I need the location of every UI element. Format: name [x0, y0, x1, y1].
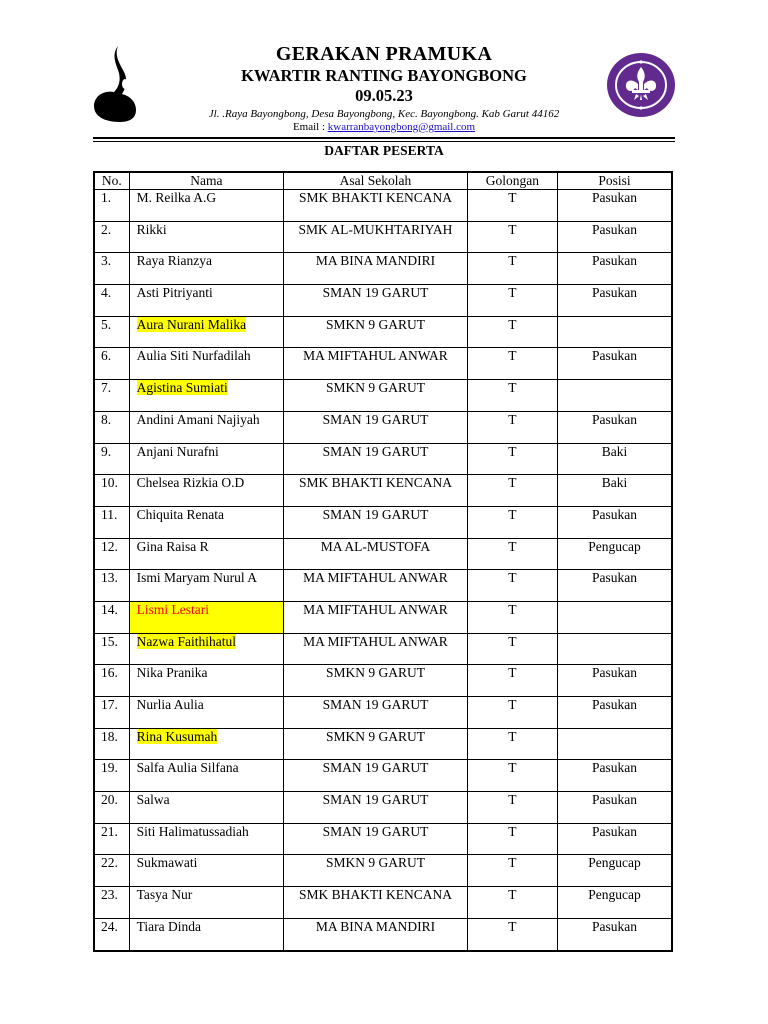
cell-posisi: Pasukan [558, 190, 672, 222]
cell-posisi: Pasukan [558, 221, 672, 253]
table-row [94, 253, 672, 285]
unit-code: 09.05.23 [355, 86, 413, 105]
participant-name: M. Reilka A.G [136, 190, 217, 205]
cell-golongan: T [467, 887, 557, 919]
cell-sekolah: SMAN 19 GARUT [284, 506, 468, 538]
table-row [94, 760, 672, 792]
email-line [160, 121, 608, 134]
cell-nama [129, 887, 284, 919]
cell-posisi: Pasukan [558, 506, 672, 538]
col-header-nama: Nama [129, 172, 284, 190]
table-header-row [94, 172, 672, 190]
cell-posisi: Pengucap [558, 538, 672, 570]
cell-nama [129, 411, 284, 443]
cell-golongan: T [467, 633, 557, 665]
cell-posisi: Pasukan [558, 792, 672, 824]
participant-name: Andini Amani Najiyah [136, 411, 260, 427]
cell-golongan: T [467, 792, 557, 824]
cell-no: 3. [94, 253, 129, 285]
cell-posisi: Baki [558, 475, 672, 507]
participant-table [93, 171, 673, 952]
table-row [94, 411, 672, 443]
cell-golongan: T [467, 348, 557, 380]
cell-sekolah: SMKN 9 GARUT [284, 665, 468, 697]
cell-golongan: T [467, 506, 557, 538]
table-row [94, 570, 672, 602]
table-row [94, 443, 672, 475]
cell-sekolah: MA BINA MANDIRI [284, 918, 468, 950]
cell-nama [129, 570, 284, 602]
cell-sekolah: SMK BHAKTI KENCANA [284, 475, 468, 507]
cell-no: 11. [94, 506, 129, 538]
cell-no: 24. [94, 918, 129, 950]
cell-nama [129, 918, 284, 950]
cell-nama [129, 697, 284, 729]
cell-posisi: Pasukan [558, 760, 672, 792]
cell-sekolah: SMKN 9 GARUT [284, 316, 468, 348]
col-header-posisi: Posisi [558, 172, 672, 190]
participant-name: Asti Pitriyanti [136, 285, 213, 301]
cell-posisi: Pasukan [558, 918, 672, 950]
participant-name: Aulia Siti Nurfadilah [136, 348, 251, 364]
cell-posisi [558, 633, 672, 665]
cell-sekolah: SMKN 9 GARUT [284, 380, 468, 412]
cell-nama [129, 855, 284, 887]
cell-no: 9. [94, 443, 129, 475]
cell-posisi [558, 601, 672, 633]
table-row [94, 475, 672, 507]
cell-no: 10. [94, 475, 129, 507]
cell-golongan: T [467, 380, 557, 412]
cell-posisi: Pasukan [558, 570, 672, 602]
cell-nama [129, 665, 284, 697]
participant-name: Sukmawati [136, 855, 198, 871]
table-row [94, 633, 672, 665]
cell-nama [129, 443, 284, 475]
participant-name: Agistina Sumiati [136, 380, 228, 396]
cell-nama [129, 538, 284, 570]
participant-name: Salfa Aulia Silfana [136, 760, 239, 776]
cell-nama [129, 506, 284, 538]
cell-golongan: T [467, 760, 557, 792]
cell-sekolah: SMK BHAKTI KENCANA [284, 190, 468, 222]
table-row [94, 728, 672, 760]
cell-nama [129, 475, 284, 507]
cell-posisi [558, 728, 672, 760]
cell-nama [129, 380, 284, 412]
cell-posisi: Pasukan [558, 348, 672, 380]
cell-nama [129, 792, 284, 824]
email-label: Email : [292, 121, 328, 133]
email-link[interactable]: kwarranbayongbong@gmail.com [327, 121, 476, 133]
table-row [94, 697, 672, 729]
cell-sekolah: SMAN 19 GARUT [284, 411, 468, 443]
participant-name: Tasya Nur [136, 887, 193, 903]
cell-sekolah: MA AL-MUSTOFA [284, 538, 468, 570]
cell-sekolah: MA MIFTAHUL ANWAR [284, 633, 468, 665]
cell-posisi: Pengucap [558, 855, 672, 887]
cell-posisi [558, 316, 672, 348]
cell-no: 20. [94, 792, 129, 824]
participant-name: Nika Pranika [136, 665, 208, 681]
cell-golongan: T [467, 728, 557, 760]
cell-no: 15. [94, 633, 129, 665]
cell-sekolah: SMAN 19 GARUT [284, 697, 468, 729]
org-name: GERAKAN PRAMUKA [275, 43, 493, 65]
table-row [94, 538, 672, 570]
col-header-sekolah: Asal Sekolah [284, 172, 468, 190]
cell-golongan: T [467, 665, 557, 697]
cell-no: 22. [94, 855, 129, 887]
participant-name: Lismi Lestari [136, 601, 209, 617]
participant-name: Nazwa Faithihatul [136, 633, 236, 649]
cell-golongan: T [467, 538, 557, 570]
cell-sekolah: SMK BHAKTI KENCANA [284, 887, 468, 919]
cell-golongan: T [467, 411, 557, 443]
header-rule-thick [93, 137, 675, 139]
table-row [94, 190, 672, 222]
cell-sekolah: SMKN 9 GARUT [284, 728, 468, 760]
cell-golongan: T [467, 221, 557, 253]
cell-nama [129, 316, 284, 348]
cell-golongan: T [467, 443, 557, 475]
cell-nama [129, 285, 284, 317]
cell-golongan: T [467, 918, 557, 950]
cell-sekolah: SMAN 19 GARUT [284, 285, 468, 317]
table-row [94, 285, 672, 317]
participant-name: Salwa [136, 792, 170, 808]
participant-name: Chelsea Rizkia O.D [136, 475, 245, 491]
unit-name: KWARTIR RANTING BAYONGBONG [241, 66, 527, 85]
table-row [94, 823, 672, 855]
cell-golongan: T [467, 570, 557, 602]
cell-no: 17. [94, 697, 129, 729]
participant-name: Chiquita Renata [136, 506, 224, 522]
cell-golongan: T [467, 190, 557, 222]
cell-nama [129, 760, 284, 792]
participant-name: Aura Nurani Malika [136, 316, 247, 332]
cell-golongan: T [467, 285, 557, 317]
cell-posisi: Pengucap [558, 887, 672, 919]
cell-no: 14. [94, 601, 129, 633]
cell-posisi: Pasukan [558, 665, 672, 697]
table-row [94, 855, 672, 887]
cell-no: 18. [94, 728, 129, 760]
cell-golongan: T [467, 697, 557, 729]
cell-nama [129, 221, 284, 253]
cell-no: 19. [94, 760, 129, 792]
cell-no: 1. [94, 190, 129, 222]
col-header-golongan: Golongan [467, 172, 557, 190]
table-row [94, 316, 672, 348]
tunas-kelapa-logo-icon [90, 44, 142, 124]
cell-posisi [558, 380, 672, 412]
cell-sekolah: SMAN 19 GARUT [284, 443, 468, 475]
participant-name: Ismi Maryam Nurul A [136, 570, 257, 586]
world-scout-emblem-icon [606, 52, 676, 118]
cell-no: 13. [94, 570, 129, 602]
cell-posisi: Pasukan [558, 697, 672, 729]
cell-no: 5. [94, 316, 129, 348]
cell-golongan: T [467, 601, 557, 633]
cell-nama [129, 601, 284, 633]
cell-golongan: T [467, 855, 557, 887]
cell-sekolah: SMAN 19 GARUT [284, 823, 468, 855]
cell-sekolah: MA MIFTAHUL ANWAR [284, 601, 468, 633]
cell-nama [129, 253, 284, 285]
cell-golongan: T [467, 316, 557, 348]
cell-posisi: Pasukan [558, 285, 672, 317]
table-row [94, 918, 672, 950]
cell-sekolah: SMAN 19 GARUT [284, 760, 468, 792]
cell-posisi: Pasukan [558, 823, 672, 855]
table-row [94, 348, 672, 380]
participant-name: Siti Halimatussadiah [136, 823, 249, 839]
table-row [94, 601, 672, 633]
cell-sekolah: SMKN 9 GARUT [284, 855, 468, 887]
cell-posisi: Pasukan [558, 411, 672, 443]
participant-name: Gina Raisa R [136, 538, 209, 554]
cell-no: 23. [94, 887, 129, 919]
table-row [94, 792, 672, 824]
cell-no: 7. [94, 380, 129, 412]
participant-name: Rikki [136, 221, 167, 237]
cell-golongan: T [467, 823, 557, 855]
table-row [94, 380, 672, 412]
participant-name: Nurlia Aulia [136, 697, 204, 712]
cell-sekolah: MA MIFTAHUL ANWAR [284, 348, 468, 380]
cell-golongan: T [467, 475, 557, 507]
table-row [94, 506, 672, 538]
participant-name: Anjani Nurafni [136, 443, 219, 459]
cell-no: 21. [94, 823, 129, 855]
cell-nama [129, 633, 284, 665]
cell-nama [129, 728, 284, 760]
participant-name: Raya Rianzya [136, 253, 212, 269]
cell-sekolah: SMK AL-MUKHTARIYAH [284, 221, 468, 253]
participant-name: Rina Kusumah [136, 728, 218, 744]
table-row [94, 665, 672, 697]
cell-no: 8. [94, 411, 129, 443]
cell-nama [129, 348, 284, 380]
cell-nama [129, 823, 284, 855]
cell-no: 16. [94, 665, 129, 697]
cell-posisi: Baki [558, 443, 672, 475]
cell-no: 6. [94, 348, 129, 380]
cell-golongan: T [467, 253, 557, 285]
cell-sekolah: SMAN 19 GARUT [284, 792, 468, 824]
cell-nama [129, 190, 284, 222]
cell-no: 4. [94, 285, 129, 317]
document-title: DAFTAR PESERTA [324, 143, 444, 158]
col-header-no: No. [94, 172, 129, 190]
participant-name: Tiara Dinda [136, 918, 201, 934]
table-row [94, 887, 672, 919]
cell-sekolah: MA MIFTAHUL ANWAR [284, 570, 468, 602]
letterhead [160, 42, 608, 134]
cell-no: 12. [94, 538, 129, 570]
cell-sekolah: MA BINA MANDIRI [284, 253, 468, 285]
table-row [94, 221, 672, 253]
cell-posisi: Pasukan [558, 253, 672, 285]
cell-no: 2. [94, 221, 129, 253]
address: Jl. .Raya Bayongbong, Desa Bayongbong, Kec. Bayongbong. Kab Garut 44162 [208, 108, 560, 120]
